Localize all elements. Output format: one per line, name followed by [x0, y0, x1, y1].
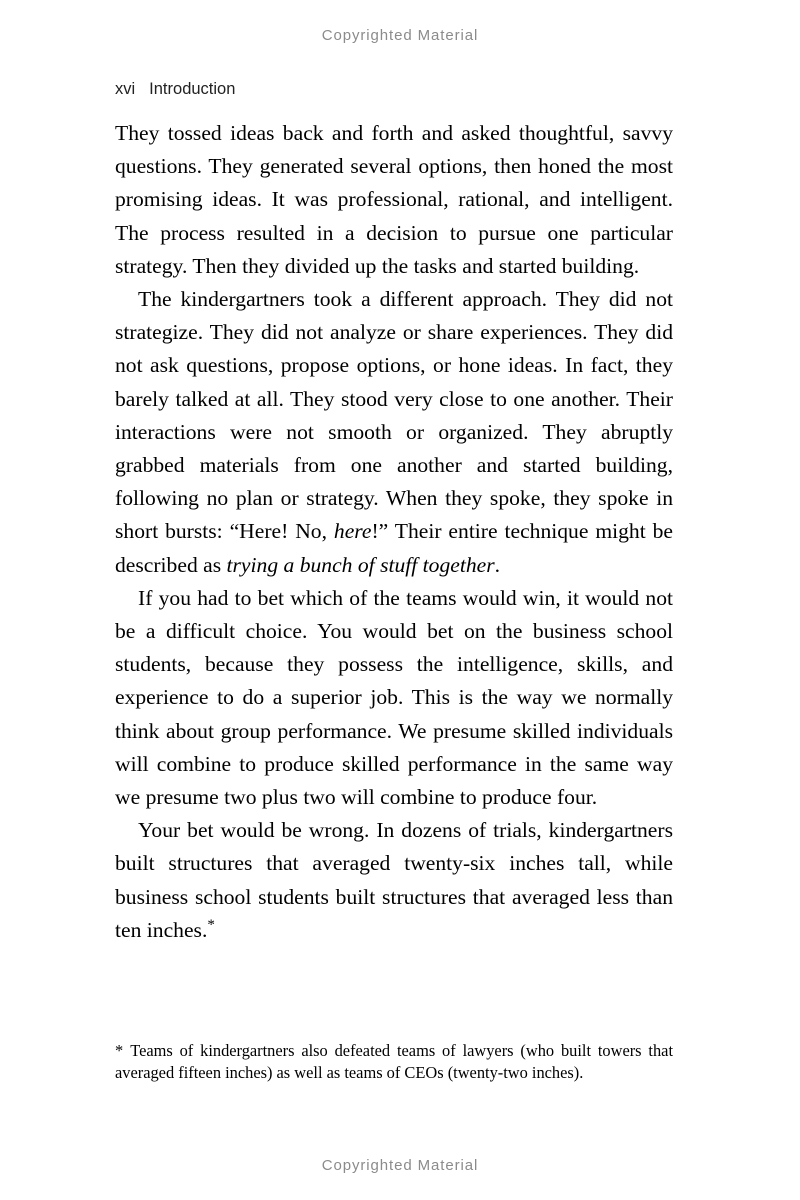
paragraph-2-mid: !” Their entire technique might be described as: [115, 519, 673, 577]
copyright-watermark-bottom: Copyrighted Material: [321, 1157, 479, 1174]
paragraph-2: [115, 283, 673, 582]
paragraph-4-lead: Your bet would be wrong. In dozens of trials, kindergartners built structures that averaged twenty-six inches tall, while business school students built structures that averaged less than ten inches.: [115, 818, 673, 942]
running-head-title: Introduction: [149, 80, 236, 98]
paragraph-3: If you had to bet which of the teams would win, it would not be a difficult choice. You would bet on the business school students, because they possess the intelligence, skills, and experience to do a superior job. This is the way we normally think about group performance. We presume skilled individuals will combine to produce skilled performance in the same way we presume two plus two will combine to produce four.: [115, 585, 673, 810]
body-text-block: [115, 117, 673, 947]
paragraph-2-italic-here: here: [333, 519, 372, 544]
footnote-reference-marker: *: [207, 916, 215, 933]
page-folio: xvi: [115, 80, 136, 98]
running-head: [115, 80, 235, 99]
paragraph-2-italic-phrase: trying a bunch of stuff together: [226, 552, 495, 577]
paragraph-2-lead: The kindergartners took a different approach. They did not strategize. They did not analyze or share experiences. They did not ask questions, propose options, or hone ideas. In fact, they barely talked at all. They stood very close to one another. Their interactions were not smooth or organized. They abruptly grabbed materials from one another and started building, following no plan or strategy. When they spoke, they spoke in short bursts: “Here! No,: [115, 287, 673, 544]
footnote-marker: *: [115, 1041, 124, 1060]
paragraph-2-tail: .: [494, 552, 501, 577]
copyright-watermark-top: Copyrighted Material: [321, 27, 479, 44]
paragraph-1: They tossed ideas back and forth and asked thoughtful, savvy questions. They generated several options, then honed the most promising ideas. It was professional, rational, and intelligent. The process resulted in a decision to pursue one particular strategy. Then they divided up the tasks and started building.: [115, 121, 673, 278]
footnote: [115, 1040, 673, 1085]
footnote-text: Teams of kindergartners also defeated teams of lawyers (who built towers that averaged fifteen inches) as well as teams of CEOs (twenty-two inches).: [115, 1041, 673, 1083]
paragraph-4: [115, 814, 673, 947]
